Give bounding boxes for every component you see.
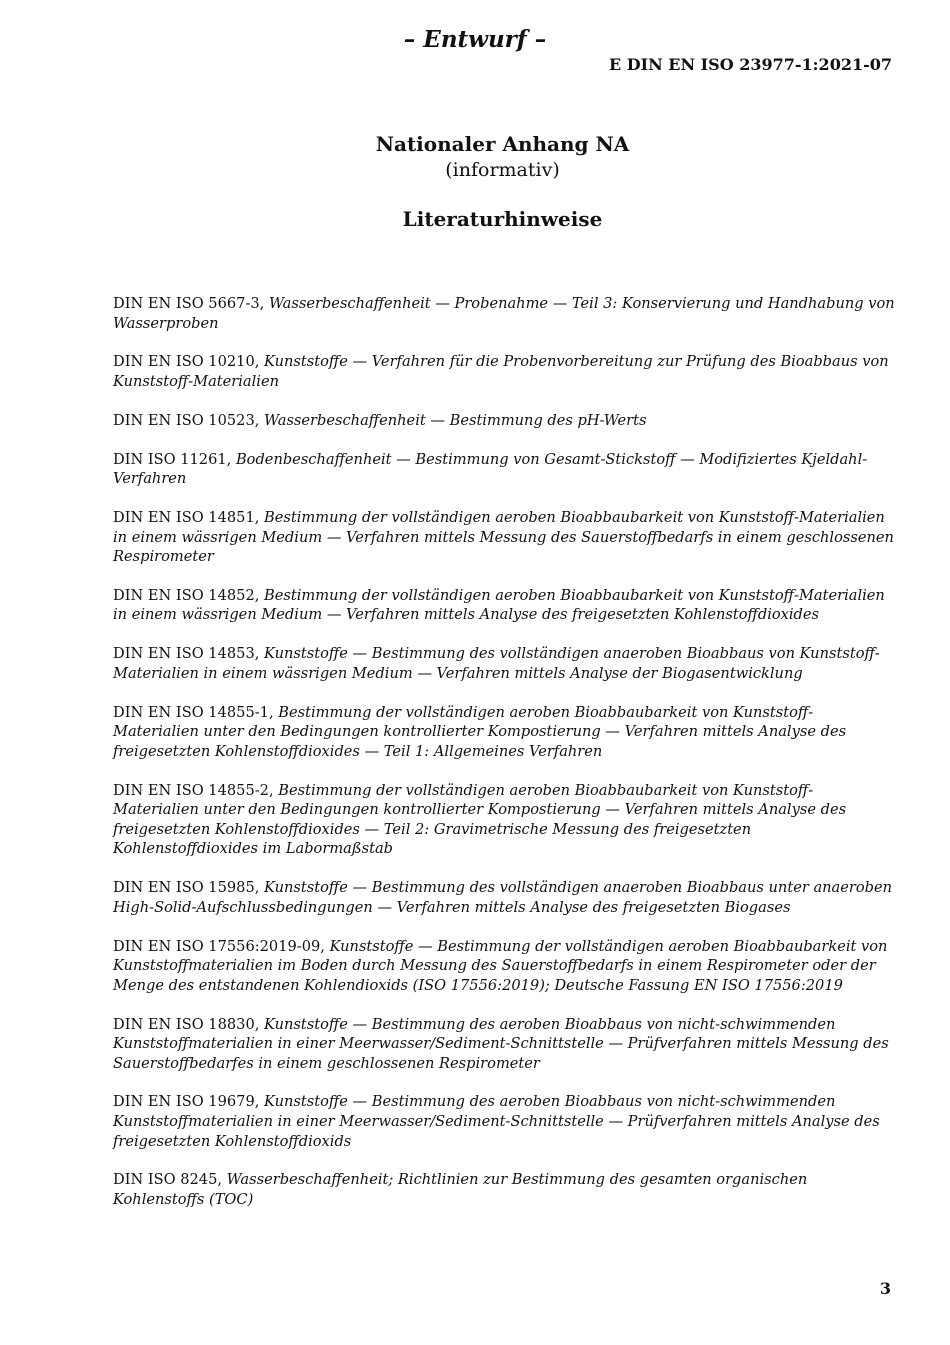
reference-title: Bodenbeschaffenheit — Bestimmung von Gesamt-Stickstoff — Modifiziertes Kjeldahl-Verfahren bbox=[113, 450, 868, 488]
draft-label: – Entwurf – bbox=[403, 26, 547, 53]
reference-entry bbox=[113, 450, 898, 489]
reference-title: Kunststoffe — Bestimmung des vollständigen anaeroben Bioabbaus unter anaeroben High-Solid-Aufschlussbedingungen — Verfahren mittels Analyse des freigesetzten Biogases bbox=[113, 879, 893, 916]
reference-entry bbox=[113, 644, 898, 683]
reference-designation: DIN EN ISO 14855-1, bbox=[113, 703, 279, 721]
reference-designation: DIN EN ISO 5667-3, bbox=[113, 295, 269, 312]
reference-list bbox=[113, 294, 898, 1229]
reference-title: Kunststoffe — Verfahren für die Probenvorbereitung zur Prüfung des Bioabbaus von Kunststoff-Materialien bbox=[113, 353, 889, 390]
reference-entry bbox=[113, 703, 898, 762]
reference-title: Bestimmung der vollständigen aeroben Bioabbaubarkeit von Kunststoff-Materialien unter den Bedingungen kontrollierter Kompostierung — Verfahren mittels Analyse des freigesetzten Kohlenstoffdioxides — Teil 2: Gravimetrische Messung des freigesetzten Kohlenstoffdioxides im Labormaßstab bbox=[113, 781, 847, 858]
reference-designation: DIN EN ISO 19679, bbox=[113, 1093, 265, 1111]
reference-entry bbox=[113, 352, 898, 391]
reference-entry bbox=[113, 878, 898, 917]
section-title: Literaturhinweise bbox=[402, 207, 603, 231]
reference-title: Bestimmung der vollständigen aeroben Bioabbaubarkeit von Kunststoff-Materialien in einem wässrigen Medium — Verfahren mittels Messung des Sauerstoffbedarfs in einem geschlossenen Respirometer bbox=[113, 508, 894, 566]
reference-title: Kunststoffe — Bestimmung der vollständigen aeroben Bioabbaubarkeit von Kunststoffmaterialien im Boden durch Messung des Sauerstoffbedarfs in einem Respirometer oder der Menge des entstandenen Kohlendioxids (ISO 17556:2019); Deutsche Fassung EN ISO 17556:2019 bbox=[113, 937, 888, 994]
reference-designation: DIN EN ISO 18830, bbox=[113, 1015, 265, 1033]
reference-designation: DIN EN ISO 17556:2019-09, bbox=[113, 937, 330, 955]
reference-entry bbox=[113, 411, 898, 431]
reference-designation: DIN EN ISO 15985, bbox=[113, 879, 265, 897]
reference-title: Wasserbeschaffenheit — Probenahme — Teil 3: Konservierung und Handhabung von Wasserproben bbox=[113, 295, 895, 332]
reference-title: Wasserbeschaffenheit; Richtlinien zur Bestimmung des gesamten organischen Kohlenstoffs (TOC) bbox=[113, 1171, 808, 1209]
reference-designation: DIN ISO 8245, bbox=[113, 1171, 227, 1189]
reference-entry bbox=[113, 1092, 898, 1151]
reference-designation: DIN EN ISO 10523, bbox=[113, 411, 265, 429]
reference-title: Wasserbeschaffenheit — Bestimmung des pH-Werts bbox=[264, 411, 647, 429]
reference-entry bbox=[113, 1015, 898, 1074]
reference-designation: DIN EN ISO 14852, bbox=[113, 586, 265, 604]
reference-entry bbox=[113, 294, 898, 333]
reference-entry bbox=[113, 781, 898, 859]
reference-designation: DIN EN ISO 14853, bbox=[113, 645, 265, 663]
reference-entry bbox=[113, 586, 898, 625]
reference-entry bbox=[113, 508, 898, 567]
document-id: E DIN EN ISO 23977-1:2021-07 bbox=[608, 55, 892, 74]
reference-designation: DIN EN ISO 10210, bbox=[113, 353, 265, 371]
reference-entry bbox=[113, 937, 898, 996]
reference-title: Kunststoffe — Bestimmung des vollständigen anaeroben Bioabbaus von Kunststoff-Materialien in einem wässrigen Medium — Verfahren mittels Analyse der Biogasentwicklung bbox=[113, 645, 880, 682]
reference-designation: DIN EN ISO 14855-2, bbox=[113, 781, 279, 799]
reference-designation: DIN EN ISO 14851, bbox=[113, 508, 265, 526]
reference-designation: DIN ISO 11261, bbox=[113, 450, 236, 468]
reference-title: Bestimmung der vollständigen aeroben Bioabbaubarkeit von Kunststoff-Materialien in einem wässrigen Medium — Verfahren mittels Analyse des freigesetzten Kohlenstoffdioxides bbox=[113, 586, 885, 624]
annex-title: Nationaler Anhang NA bbox=[375, 132, 630, 156]
reference-entry bbox=[113, 1170, 898, 1209]
annex-subtitle: (informativ) bbox=[445, 159, 560, 181]
page-number: 3 bbox=[879, 1279, 891, 1298]
reference-title: Kunststoffe — Bestimmung des aeroben Bioabbaus von nicht-schwimmenden Kunststoffmaterialien in einer Meerwasser/Sediment-Schnittstelle — Prüfverfahren mittels Messung des Sauerstoffbedarfes in einem geschlossenen Respirometer bbox=[113, 1015, 889, 1072]
reference-title: Bestimmung der vollständigen aeroben Bioabbaubarkeit von Kunststoff-Materialien unter den Bedingungen kontrollierter Kompostierung — Verfahren mittels Analyse des freigesetzten Kohlenstoffdioxides — Teil 1: Allgemeines Verfahren bbox=[113, 703, 847, 760]
reference-title: Kunststoffe — Bestimmung des aeroben Bioabbaus von nicht-schwimmenden Kunststoffmaterialien in einer Meerwasser/Sediment-Schnittstelle — Prüfverfahren mittels Analyse des freigesetzten Kohlenstoffdioxids bbox=[113, 1093, 880, 1150]
